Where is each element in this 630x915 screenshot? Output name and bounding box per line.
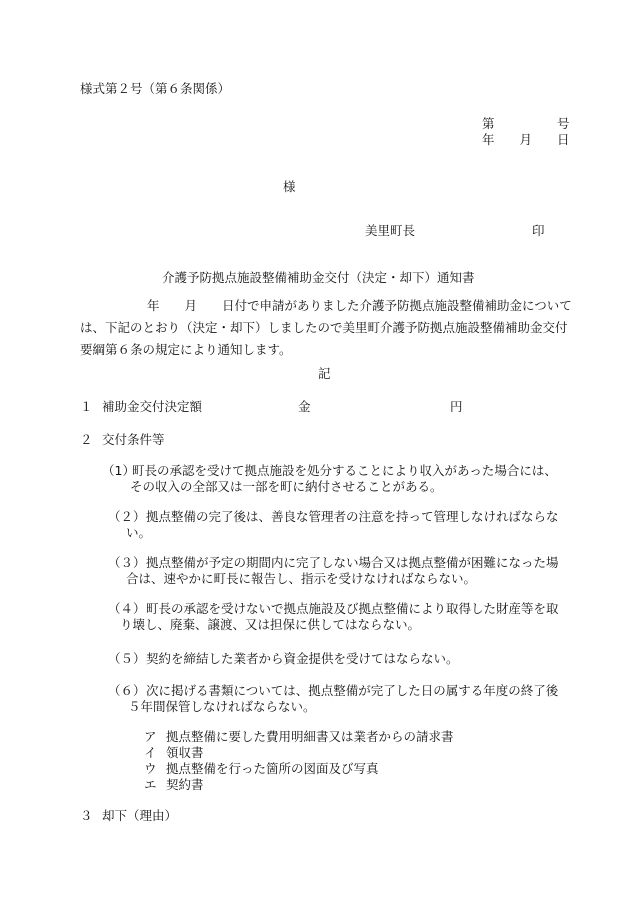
section1-label: 補助金交付決定額 — [102, 399, 203, 414]
document-item-mark: ウ — [144, 761, 157, 776]
intro-text-2: 付要綱第６条の規定により通知します。 — [80, 320, 568, 357]
intro-paragraph — [80, 295, 580, 361]
document-item-mark: エ — [144, 777, 157, 792]
condition-5-text: 契約を締結した業者から資金提供を受けてはならない。 — [146, 651, 459, 666]
document-item-mark: イ — [144, 745, 157, 760]
condition-2-text: 拠点整備の完了後は、善良な管理者の注意を持って管理しなければならな — [146, 509, 559, 524]
seal-mark: 印 — [532, 223, 545, 238]
amount-prefix: 金 — [298, 399, 311, 414]
condition-3-text: 拠点整備が予定の期間内に完了しない場合又は拠点整備が困難になった場 — [146, 555, 559, 570]
condition-3-number: （３） — [108, 555, 146, 570]
condition-1-number: （1） — [102, 463, 135, 478]
section2-label: 交付条件等 — [102, 432, 165, 447]
addressee-suffix: 様 — [283, 179, 296, 194]
document-item-text: 拠点整備に要した費用明細書又は業者からの請求書 — [166, 729, 454, 744]
section3-number: ３ — [80, 808, 93, 823]
condition-6-text: 次に掲げる書類については、拠点整備が完了した日の属する年度の終了後 — [146, 683, 559, 698]
condition-6-number: （６） — [108, 683, 146, 698]
ki-heading: 記 — [318, 366, 331, 381]
section2-number: ２ — [80, 432, 93, 447]
condition-2-text-cont: い。 — [126, 525, 152, 540]
document-number-label: 第 号 — [482, 116, 570, 131]
issuer-name: 美里町長 — [365, 223, 416, 238]
condition-5-number: （５） — [108, 651, 146, 666]
condition-1-text-cont: その収入の全部又は一部を町に納付させることがある。 — [130, 479, 443, 494]
condition-4-text-cont: り壊し、廃棄、譲渡、又は担保に供してはならない。 — [120, 617, 421, 632]
condition-2-number: （２） — [108, 509, 146, 524]
document-item-mark: ア — [144, 729, 157, 744]
date-label: 年 月 日 — [482, 132, 570, 147]
condition-1-text: 町長の承認を受けて拠点施設を処分することにより収入があった場合には、 — [132, 463, 557, 478]
document-item-text: 領収書 — [166, 745, 204, 760]
document-title: 介護予防拠点施設整備補助金交付（決定・却下）通知書 — [162, 270, 475, 285]
condition-6-text-cont: ５年間保管しなければならない。 — [128, 699, 316, 714]
intro-text-1: 年 月 日付で申請がありました介護予防拠点施設整備補助金については、下記のとおり（決定・却下）しましたので美里町介護予防拠点施設整備補助金交 — [80, 298, 572, 335]
form-label: 様式第２号（第６条関係） — [80, 81, 231, 96]
document-item-text: 契約書 — [166, 777, 204, 792]
document-item-text: 拠点整備を行った箇所の図面及び写真 — [166, 761, 379, 776]
condition-4-number: （４） — [108, 601, 146, 616]
condition-4-text: 町長の承認を受けないで拠点施設及び拠点整備により取得した財産等を取 — [146, 601, 559, 616]
section3-label: 却下（理由） — [102, 808, 178, 823]
amount-unit: 円 — [450, 399, 463, 414]
condition-3-text-cont: 合は、速やかに町長に報告し、指示を受けなければならない。 — [126, 571, 477, 586]
section1-number: １ — [80, 399, 93, 414]
